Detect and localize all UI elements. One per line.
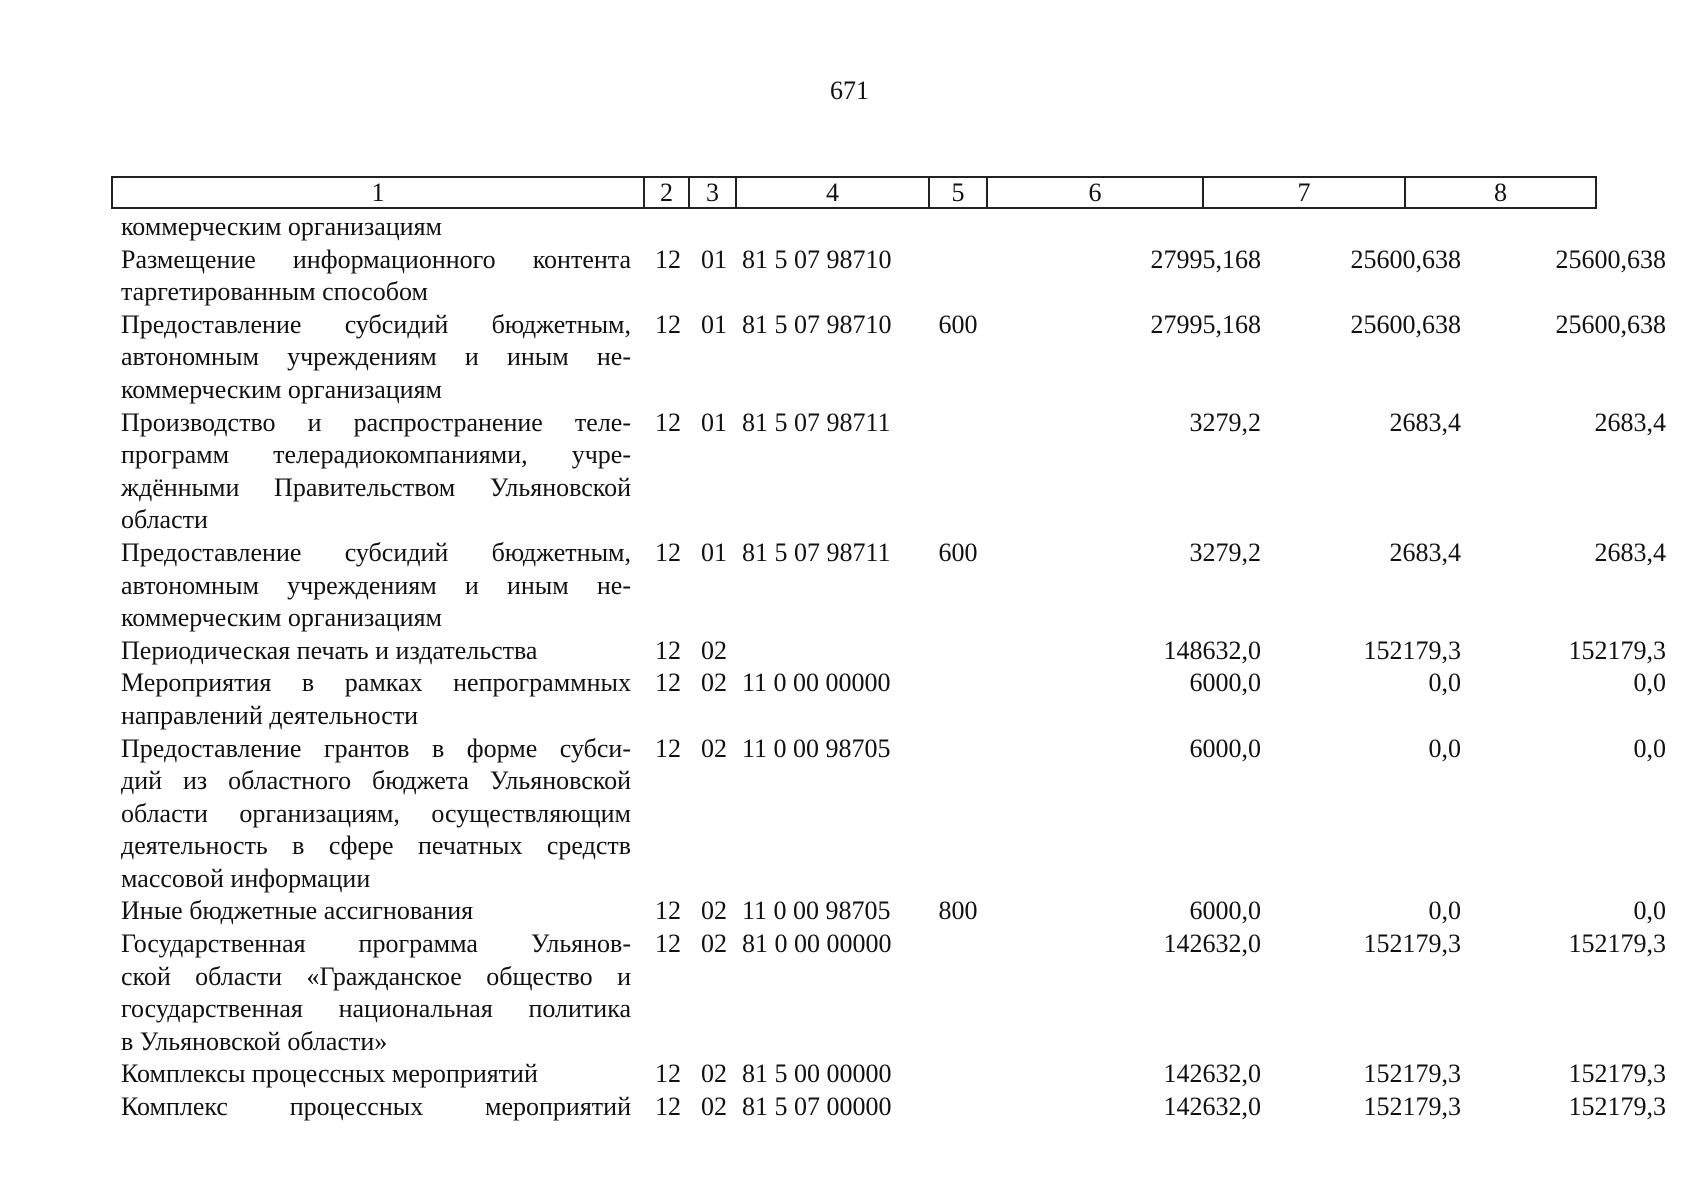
row-name <box>111 211 631 244</box>
row-name <box>111 1058 631 1091</box>
row-name-line: ской области «Гражданское общество и <box>121 961 631 991</box>
row-name <box>111 928 631 1058</box>
expense-type-code <box>933 635 983 668</box>
section-code: 12 <box>655 733 681 763</box>
header-col-6: 6 <box>988 178 1204 207</box>
amount-col-7: 0,0 <box>1428 668 1461 698</box>
table-row <box>111 635 1666 668</box>
target-article-code: 11 0 00 00000 <box>742 668 891 698</box>
page-number: 671 <box>830 76 869 105</box>
amount-col-8: 152179,3 <box>1568 1059 1666 1089</box>
amount-col-6: 148632,0 <box>1163 635 1261 665</box>
row-name <box>111 635 631 668</box>
row-name-line: деятельность в сфере печатных средств <box>121 831 631 861</box>
header-col-2: 2 <box>645 178 690 207</box>
subsection-code: 02 <box>701 668 727 698</box>
section-code <box>649 211 687 244</box>
amount-col-8: 152179,3 <box>1568 1092 1666 1122</box>
target-article-code <box>740 635 922 668</box>
amount-col-8: 25600,638 <box>1555 309 1666 339</box>
expense-type-code <box>933 667 983 700</box>
amount-col-8: 152179,3 <box>1568 929 1666 959</box>
row-name-line: Комплекс процессных мероприятий <box>121 1092 631 1122</box>
table-row <box>111 211 1597 244</box>
subsection-code: 02 <box>701 1092 727 1122</box>
amount-col-6: 27995,168 <box>1150 309 1261 339</box>
table-row <box>111 1091 1666 1124</box>
row-name-line: в Ульяновской области» <box>121 1026 388 1056</box>
row-name-line: коммерческим организациям <box>121 374 443 404</box>
subsection-code: 02 <box>701 1059 727 1089</box>
amount-col-6: 142632,0 <box>1163 929 1261 959</box>
expense-type-code <box>933 928 983 961</box>
subsection-code: 02 <box>701 896 727 926</box>
row-name-line: государственная национальная политика <box>121 994 631 1024</box>
amount-col-6 <box>1071 211 1261 244</box>
row-name-line: ждёнными Правительством Ульяновской <box>121 472 631 502</box>
amount-col-7: 25600,638 <box>1350 244 1461 274</box>
target-article-code: 81 5 07 98711 <box>742 407 891 437</box>
amount-col-7: 25600,638 <box>1350 309 1461 339</box>
table-row <box>111 667 1666 732</box>
row-name-line: массовой информации <box>121 863 371 893</box>
amount-col-7: 2683,4 <box>1389 537 1461 567</box>
row-name-line: автономным учреждениям и иным не- <box>121 570 631 600</box>
expense-type-code <box>933 1058 983 1091</box>
header-col-7: 7 <box>1204 178 1406 207</box>
amount-col-6: 27995,168 <box>1150 244 1261 274</box>
row-name-line: таргетированным способом <box>121 277 428 307</box>
expense-type-code: 800 <box>938 896 978 926</box>
row-name-line: Иные бюджетные ассигнования <box>121 896 474 926</box>
amount-col-8: 2683,4 <box>1594 537 1666 567</box>
row-name <box>111 895 631 928</box>
row-name-line: Производство и распространение теле- <box>121 407 631 437</box>
amount-col-6: 6000,0 <box>1189 733 1261 763</box>
row-name-line: направлений деятельности <box>121 700 419 730</box>
amount-col-7: 152179,3 <box>1363 1059 1461 1089</box>
subsection-code: 01 <box>701 537 727 567</box>
target-article-code: 81 5 07 98710 <box>742 244 892 274</box>
row-name <box>111 309 631 407</box>
amount-col-6: 142632,0 <box>1163 1059 1261 1089</box>
table-header <box>111 176 1597 209</box>
expense-type-code: 600 <box>938 537 978 567</box>
subsection-code: 02 <box>701 635 727 665</box>
subsection-code: 01 <box>701 309 727 339</box>
amount-col-6: 3279,2 <box>1189 407 1261 437</box>
amount-col-7: 152179,3 <box>1363 1092 1461 1122</box>
subsection-code: 01 <box>701 244 727 274</box>
target-article-code: 81 5 07 98711 <box>742 537 891 567</box>
amount-col-6: 6000,0 <box>1189 668 1261 698</box>
target-article-code: 81 0 00 00000 <box>742 929 892 959</box>
section-code: 12 <box>655 1059 681 1089</box>
row-name-line: области <box>121 505 208 535</box>
table-row <box>111 895 1666 928</box>
amount-col-7: 0,0 <box>1428 733 1461 763</box>
table-row <box>111 407 1666 537</box>
row-name <box>111 537 631 635</box>
amount-col-8: 152179,3 <box>1568 635 1666 665</box>
amount-col-6: 3279,2 <box>1189 537 1261 567</box>
table-row <box>111 928 1666 1058</box>
section-code: 12 <box>655 537 681 567</box>
expense-type-code <box>933 244 983 277</box>
row-name-line: Размещение информационного контента <box>121 244 631 274</box>
expense-type-code <box>933 407 983 440</box>
amount-col-7 <box>1281 211 1461 244</box>
row-name-line: автономным учреждениям и иным не- <box>121 342 631 372</box>
table-row <box>111 244 1666 309</box>
table-row <box>111 537 1666 635</box>
amount-col-7: 2683,4 <box>1389 407 1461 437</box>
target-article-code <box>740 211 922 244</box>
target-article-code: 11 0 00 98705 <box>742 896 891 926</box>
row-name-line: области организациям, осуществляющим <box>121 798 631 828</box>
expense-type-code: 600 <box>938 309 978 339</box>
header-col-8: 8 <box>1494 178 1507 207</box>
row-name-line: Комплексы процессных мероприятий <box>121 1059 538 1089</box>
target-article-code: 11 0 00 98705 <box>742 733 891 763</box>
amount-col-8 <box>1486 211 1666 244</box>
header-col-5: 5 <box>930 178 988 207</box>
row-name-line: Государственная программа Ульянов- <box>121 929 631 959</box>
section-code: 12 <box>655 244 681 274</box>
target-article-code: 81 5 07 98710 <box>742 309 892 339</box>
section-code: 12 <box>655 309 681 339</box>
section-code: 12 <box>655 407 681 437</box>
row-name-line: программ телерадиокомпаниями, учре- <box>121 440 631 470</box>
amount-col-8: 2683,4 <box>1594 407 1666 437</box>
expense-type-code <box>933 733 983 766</box>
expense-type-code <box>933 211 983 244</box>
header-col-1: 1 <box>113 178 645 207</box>
section-code: 12 <box>655 929 681 959</box>
amount-col-8: 0,0 <box>1633 896 1666 926</box>
subsection-code: 01 <box>701 407 727 437</box>
row-name <box>111 733 631 896</box>
section-code: 12 <box>655 1092 681 1122</box>
amount-col-7: 0,0 <box>1428 896 1461 926</box>
section-code: 12 <box>655 668 681 698</box>
amount-col-7: 152179,3 <box>1363 635 1461 665</box>
amount-col-7: 152179,3 <box>1363 929 1461 959</box>
row-name-line: коммерческим организациям <box>121 603 443 633</box>
subsection-code <box>694 211 734 244</box>
row-name <box>111 667 631 732</box>
table-row <box>111 1058 1666 1091</box>
section-code: 12 <box>655 635 681 665</box>
row-name <box>111 244 631 309</box>
row-name-line: Предоставление субсидий бюджетным, <box>121 537 631 567</box>
header-col-3: 3 <box>690 178 737 207</box>
amount-col-8: 0,0 <box>1633 668 1666 698</box>
row-name-line: Предоставление субсидий бюджетным, <box>121 309 631 339</box>
amount-col-6: 142632,0 <box>1163 1092 1261 1122</box>
row-name-line: Предоставление грантов в форме субси- <box>121 733 631 763</box>
row-name-line: дий из областного бюджета Ульяновской <box>121 766 631 796</box>
row-name <box>111 1091 631 1124</box>
table-row <box>111 733 1666 896</box>
header-col-4: 4 <box>737 178 930 207</box>
amount-col-6: 6000,0 <box>1189 896 1261 926</box>
row-name <box>111 407 631 537</box>
amount-col-8: 0,0 <box>1633 733 1666 763</box>
target-article-code: 81 5 07 00000 <box>742 1092 892 1122</box>
row-name-line: Периодическая печать и издательства <box>121 635 538 665</box>
section-code: 12 <box>655 896 681 926</box>
table-body <box>111 211 1666 1124</box>
table-row <box>111 309 1666 407</box>
row-name-line: Мероприятия в рамках непрограммных <box>121 668 631 698</box>
subsection-code: 02 <box>701 929 727 959</box>
target-article-code: 81 5 00 00000 <box>742 1059 892 1089</box>
row-name-line: коммерческим организациям <box>121 212 443 241</box>
expense-type-code <box>933 1091 983 1124</box>
amount-col-8: 25600,638 <box>1555 244 1666 274</box>
subsection-code: 02 <box>701 733 727 763</box>
